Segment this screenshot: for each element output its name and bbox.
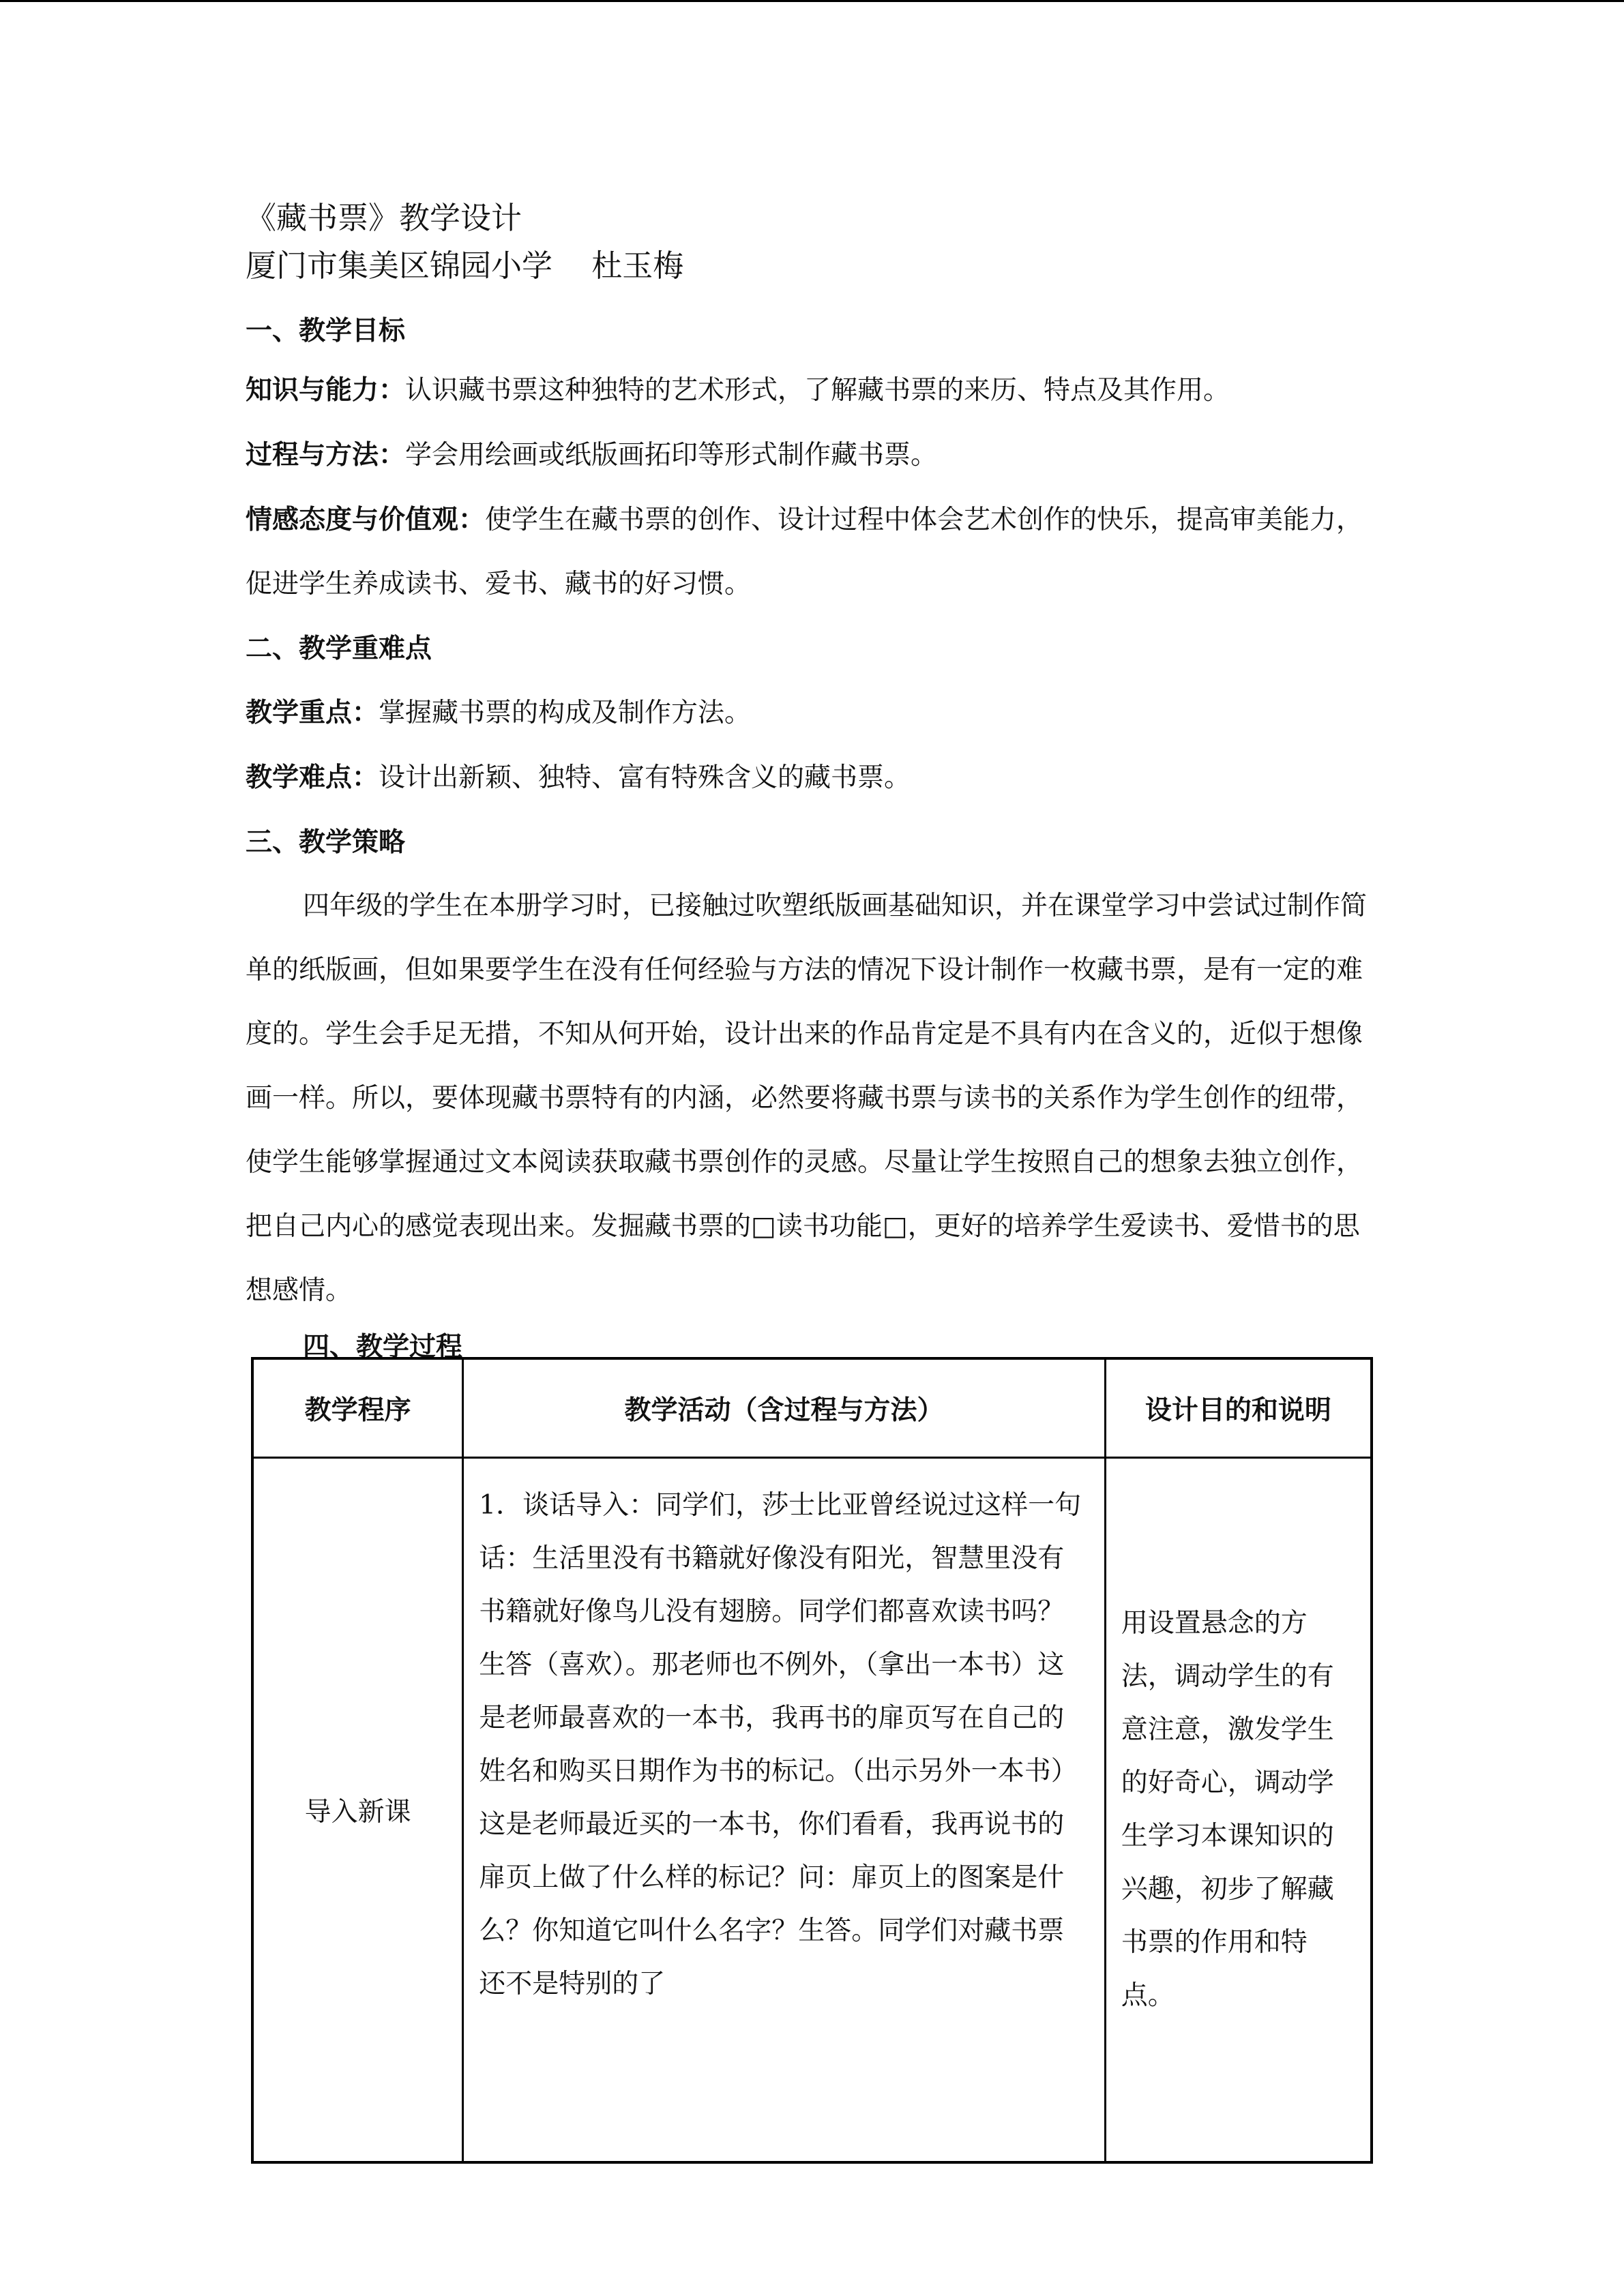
strategy-paragraph: 四年级的学生在本册学习时，已接触过吹塑纸版画基础知识，并在课堂学习中尝试过制作简单的纸版画，但如果要学生在没有任何经验与方法的情况下设计制作一枚藏书票，是有一定的难度的。学生会手足无措，不知从何开始，设计出来的作品肯定是不具有内在含义的，近似于想像画一样。所以，要体现藏书票特有的内涵，必然要将藏书票与读书的关系作为学生创作的纽带，使学生能够掌握通过文本阅读获取藏书票创作的灵感。尽量让学生按照自己的想象去独立创作，把自己内心的感觉表现出来。发掘藏书票的□读书功能□，更好的培养学生爱读书、爱惜书的思想感情。 (246, 891, 1368, 1306)
objective-emotion (246, 488, 1378, 616)
header-activity: 教学活动（含过程与方法） (463, 1358, 1106, 1458)
section4-heading: 四、教学过程 (303, 1331, 463, 1362)
objective-knowledge-text: 认识藏书票这种独特的艺术形式，了解藏书票的来历、特点及其作用。 (405, 375, 1230, 406)
section3-heading: 三、教学策略 (246, 826, 406, 858)
section1-heading: 一、教学目标 (246, 315, 406, 346)
header-purpose: 设计目的和说明 (1105, 1358, 1372, 1458)
objective-process-label: 过程与方法： (246, 439, 406, 471)
stage-cell: 导入新课 (252, 1458, 463, 2163)
difficult-point-text: 设计出新颖、独特、富有特殊含义的藏书票。 (379, 762, 911, 793)
objective-emotion-text: 使学生在藏书票的创作、设计过程中体会艺术创作的快乐，提高审美能力，促进学生养成读书、爱书、藏书的好习惯。 (246, 505, 1363, 599)
purpose-cell: 用设置悬念的方法，调动学生的有意注意，激发学生的好奇心，调动学生学习本课知识的兴趣，初步了解藏书票的作用和特点。 (1105, 1458, 1372, 2163)
document-body (246, 194, 1378, 1371)
difficult-point-label: 教学难点： (246, 762, 379, 793)
key-point-text: 掌握藏书票的构成及制作方法。 (379, 698, 752, 728)
header-stage: 教学程序 (252, 1358, 463, 1458)
objective-process-text: 学会用绘画或纸版画拓印等形式制作藏书票。 (405, 440, 938, 471)
page-top-border (0, 0, 1624, 2)
table-row (252, 1458, 1372, 2163)
objective-emotion-label: 情感态度与价值观： (246, 504, 486, 535)
document-title: 《藏书票》教学设计 (246, 200, 522, 236)
section2-heading: 二、教学重难点 (246, 633, 432, 664)
objective-knowledge-label: 知识与能力： (246, 374, 406, 406)
key-point-label: 教学重点： (246, 697, 379, 728)
difficult-point (246, 745, 1378, 810)
table-header-row (252, 1358, 1372, 1458)
objective-knowledge (246, 358, 1378, 423)
objective-process (246, 423, 1378, 488)
teaching-process-table (251, 1357, 1373, 2164)
author-line: 厦门市集美区锦园小学 杜玉梅 (246, 248, 684, 284)
key-point (246, 681, 1378, 745)
activity-cell: 1．谈话导入：同学们，莎士比亚曾经说过这样一句话：生活里没有书籍就好像没有阳光，智慧里没有书籍就好像鸟儿没有翅膀。同学们都喜欢读书吗？生答（喜欢）。那老师也不例外，（拿出一本书）这是老师最喜欢的一本书，我再书的扉页写在自己的姓名和购买日期作为书的标记。（出示另外一本书）这是老师最近买的一本书，你们看看，我再说书的扉页上做了什么样的标记？问：扉页上的图案是什么？你知道它叫什么名字？生答。同学们对藏书票还不是特别的了 (463, 1458, 1106, 2163)
